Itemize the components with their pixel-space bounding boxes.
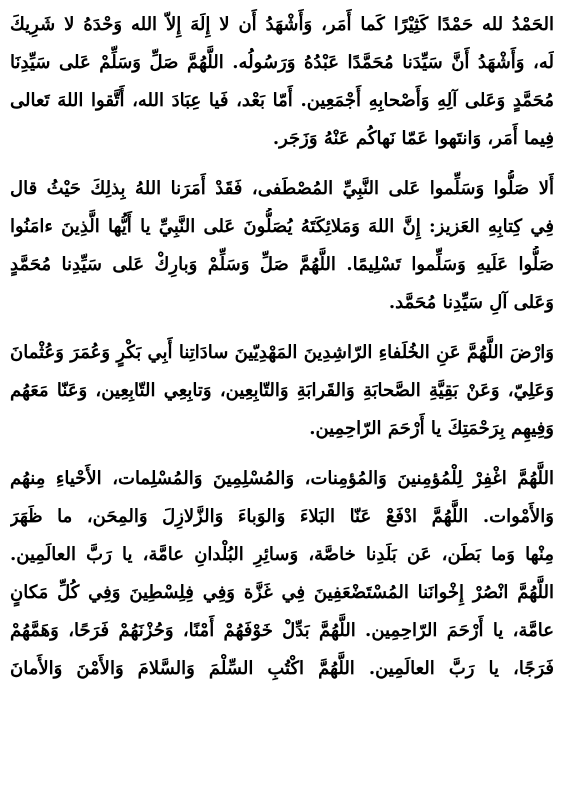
text-line: الحَمْدُ لله حَمْدًا كَثِيْرًا كَما أَمَر، وَأَشْهَدُ أَن لا إِلَهَ إِلاّ الله وَحْدَهُ لا شَرِيكَ <box>10 14 554 35</box>
text-line: فِيما أَمَر، وَانتَهوا عَمّا نَهاكُم عَنْهُ وَزَجَر. <box>272 128 554 149</box>
text-line: فِي كِتابِهِ العَزيز: إِنَّ اللهَ وَمَلائِكَتَهُ يُصَلُّونَ عَلى النَّبِيِّ يا أَيُّها الَّذِينَ ءامَنُوا <box>10 216 554 237</box>
sermon-document <box>10 6 554 700</box>
paragraph-opening-praise <box>10 6 554 158</box>
text-line: وَفِيهِم بِرَحْمَتِكَ يا أَرْحَمَ الرّاحِمِين. <box>309 418 554 439</box>
text-line: وَارْضَ اللَّهُمَّ عَنِ الخُلَفاءِ الرّاشِدِينَ المَهْدِيّينَ سادَاتِنا أَبِي بَكْرٍ وَعُمَرَ وَعُثْمانَ <box>10 342 554 363</box>
text-line: وَعَلى آلِ سَيِّدِنا مُحَمَّد. <box>388 292 554 313</box>
text-line: صَلُّوا عَلَيهِ وَسَلِّموا تَسْلِيمًا. اللَّهُمَّ صَلِّ وَسَلِّمْ وَبارِكْ عَلى سَيِّدِنا مُحَمَّدٍ <box>10 254 554 275</box>
paragraph-salawat <box>10 170 554 322</box>
paragraph-supplication <box>10 460 554 688</box>
text-line: أَلا صَلُّوا وَسَلِّموا عَلى النَّبِيِّ المُصْطَفى، فَقَدْ أَمَرَنا اللهُ بِذلِكَ حَيْثُ قال <box>10 178 554 199</box>
text-line: فَرَجًا، يا رَبَّ العالَمِين. اللَّهُمَّ اكْتُبِ السِّلْمَ وَالسَّلامَ وَالأَمْنَ وَالأَمانَ <box>10 658 554 679</box>
paragraph-companions <box>10 334 554 448</box>
text-line: مِنْها وَما بَطَن، عَن بَلَدِنا خاصَّة، وَسائِرِ البُلْدانِ عامَّة، يا رَبَّ العالَمِين. <box>10 544 554 565</box>
text-line: وَعَلِيّ، وَعَنْ بَقِيَّةِ الصَّحابَةِ وَالقَرابَةِ وَالتّابِعِين، وَتابِعِي التّابِعِين، وَعَنّا مَعَهُم <box>10 380 554 401</box>
text-line: عامَّة، يا أَرْحَمَ الرّاحِمِين. اللَّهُمَّ بَدِّلْ خَوْفَهُمْ أَمْنًا، وَحُزْنَهُمْ فَرَحًا، وَهَمَّهُمْ <box>10 620 554 641</box>
text-line: لَه، وَأَشْهَدُ أَنَّ سَيِّدَنا مُحَمَّدًا عَبْدُهُ وَرَسُولُه. اللَّهُمَّ صَلِّ وَسَلِّمْ عَلى سَيِّدِنَا <box>10 52 554 73</box>
text-line: مُحَمَّدٍ وَعَلى آلِهِ وَأَصْحابِهِ أَجْمَعِين. أَمّا بَعْد، فَيا عِبَادَ الله، أَتَّقوا اللهَ تَعالى <box>10 90 554 111</box>
text-line: وَالأَمْوات. اللَّهُمَّ ادْفَعْ عَنّا البَلاءَ وَالوَباءَ وَالزَّلازِلَ وَالمِحَن، ما ظَهَرَ <box>10 506 554 527</box>
text-line: اللَّهُمَّ اغْفِرْ لِلْمُؤمِنينَ وَالمُؤمِنات، وَالمُسْلِمِينَ وَالمُسْلِمات، الأَحْياءِ مِنهُم <box>10 468 554 489</box>
text-line: اللَّهُمَّ انْصُرْ إِخْوانَنا المُسْتَضْعَفِينَ فِي غَزَّة وَفِي فِلِسْطِينَ وَفِي كُلِّ مَكانٍ <box>10 582 554 603</box>
